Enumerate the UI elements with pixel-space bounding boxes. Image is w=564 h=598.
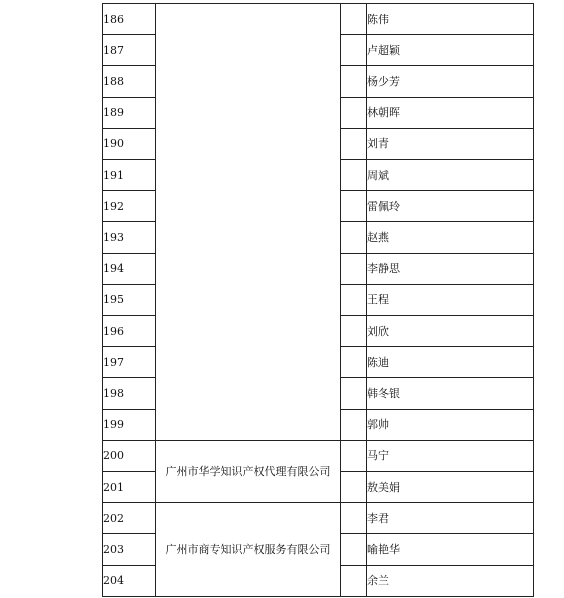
row-number: 203: [103, 534, 156, 565]
name-cell-padding: [341, 191, 367, 222]
name-cell-padding: [341, 66, 367, 97]
person-name: 敖美娟: [367, 472, 534, 503]
name-cell-padding: [341, 160, 367, 191]
person-name: 李静思: [367, 253, 534, 284]
name-cell-padding: [341, 253, 367, 284]
table-row: [103, 4, 534, 35]
row-number: 190: [103, 128, 156, 159]
organization-cell: 广州市华学知识产权代理有限公司: [156, 440, 341, 502]
organization-cell: 广州市商专知识产权服务有限公司: [156, 503, 341, 597]
person-name: 余兰: [367, 565, 534, 596]
name-cell-padding: [341, 503, 367, 534]
row-number: 187: [103, 35, 156, 66]
person-name: 王程: [367, 284, 534, 315]
name-cell-padding: [341, 534, 367, 565]
name-cell-padding: [341, 472, 367, 503]
row-number: 188: [103, 66, 156, 97]
row-number: 202: [103, 503, 156, 534]
row-number: 192: [103, 191, 156, 222]
row-number: 197: [103, 347, 156, 378]
person-name: 林朝晖: [367, 97, 534, 128]
person-name: 雷佩玲: [367, 191, 534, 222]
row-number: 193: [103, 222, 156, 253]
person-name: 刘欣: [367, 316, 534, 347]
row-number: 195: [103, 284, 156, 315]
row-number: 201: [103, 472, 156, 503]
name-cell-padding: [341, 347, 367, 378]
person-name: 陈迪: [367, 347, 534, 378]
person-name: 周斌: [367, 160, 534, 191]
name-cell-padding: [341, 128, 367, 159]
row-number: 186: [103, 4, 156, 35]
row-number: 204: [103, 565, 156, 596]
person-name: 李君: [367, 503, 534, 534]
roster-body: [103, 4, 534, 597]
name-cell-padding: [341, 316, 367, 347]
person-name: 马宁: [367, 440, 534, 471]
person-name: 陈伟: [367, 4, 534, 35]
name-cell-padding: [341, 378, 367, 409]
person-name: 赵燕: [367, 222, 534, 253]
row-number: 194: [103, 253, 156, 284]
row-number: 196: [103, 316, 156, 347]
row-number: 199: [103, 409, 156, 440]
organization-cell: [156, 4, 341, 441]
row-number: 198: [103, 378, 156, 409]
person-name: 喻艳华: [367, 534, 534, 565]
name-cell-padding: [341, 222, 367, 253]
name-cell-padding: [341, 565, 367, 596]
person-name: 郭帅: [367, 409, 534, 440]
name-cell-padding: [341, 35, 367, 66]
row-number: 189: [103, 97, 156, 128]
person-name: 杨少芳: [367, 66, 534, 97]
roster-table: [102, 3, 534, 597]
name-cell-padding: [341, 409, 367, 440]
table-row: [103, 503, 534, 534]
row-number: 200: [103, 440, 156, 471]
person-name: 韩冬银: [367, 378, 534, 409]
person-name: 卢超颖: [367, 35, 534, 66]
table-row: [103, 440, 534, 471]
row-number: 191: [103, 160, 156, 191]
name-cell-padding: [341, 97, 367, 128]
person-name: 刘青: [367, 128, 534, 159]
name-cell-padding: [341, 440, 367, 471]
name-cell-padding: [341, 4, 367, 35]
name-cell-padding: [341, 284, 367, 315]
